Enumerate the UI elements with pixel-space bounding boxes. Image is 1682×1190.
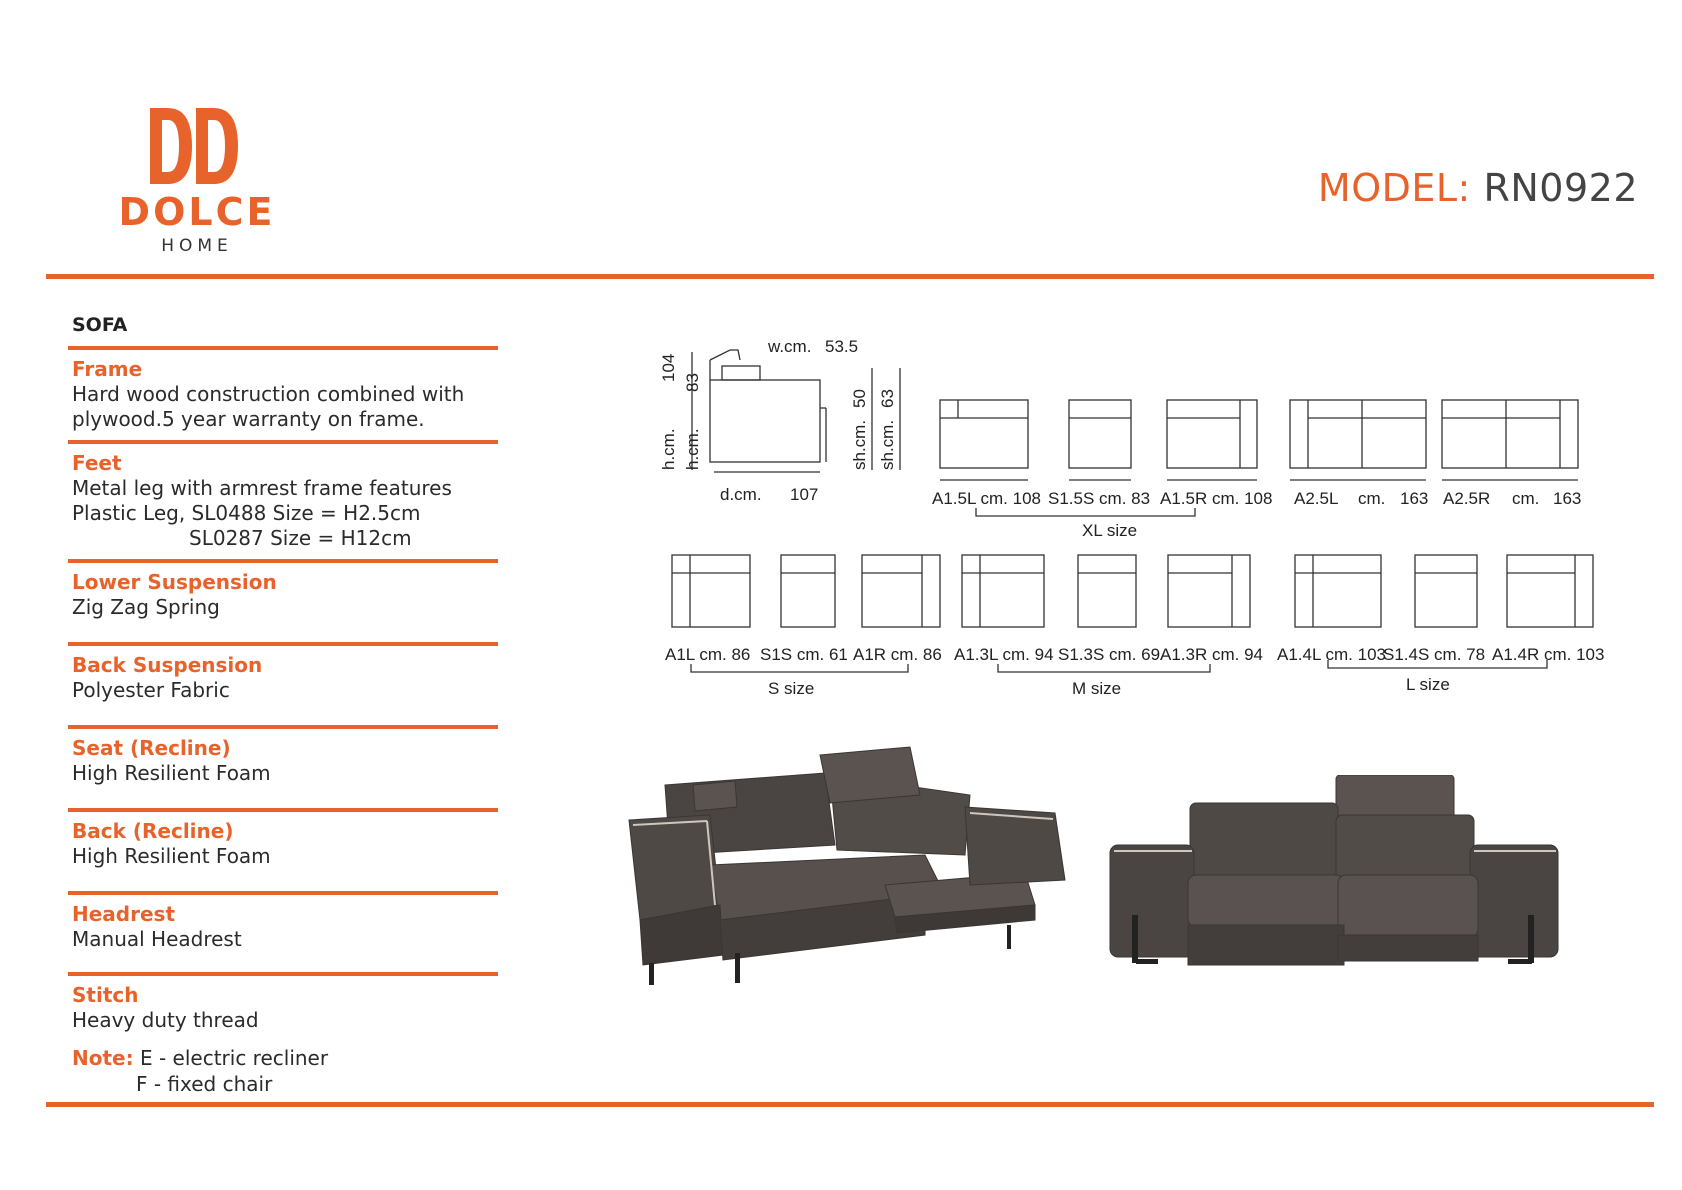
spec-text: Polyester Fabric xyxy=(72,678,230,702)
group-label: M size xyxy=(1072,679,1122,698)
sofa-photo-front xyxy=(1108,775,1560,985)
note-text: F - fixed chair xyxy=(136,1072,273,1096)
brand-subtitle: HOME xyxy=(161,236,233,256)
depth-label: d.cm. xyxy=(720,485,762,504)
spec-text: Hard wood construction combined with xyxy=(72,382,465,406)
height-label: h.cm. xyxy=(659,428,678,470)
spec-label: Feet xyxy=(72,451,122,475)
spec-back-suspension xyxy=(72,646,502,725)
category-title: SOFA xyxy=(72,314,128,336)
module-label: S1.3S cm. 69 xyxy=(1058,645,1161,664)
module-value: 163 xyxy=(1400,489,1429,508)
module-label: A1.5L cm. 108 xyxy=(932,489,1041,508)
spec-label: Back (Recline) xyxy=(72,819,234,843)
spec-column xyxy=(72,300,502,1097)
spec-text: SL0287 Size = H12cm xyxy=(189,526,412,550)
spec-label: Back Suspension xyxy=(72,653,263,677)
seat-height2-value: 63 xyxy=(878,389,897,408)
spec-frame xyxy=(72,350,502,440)
module-label: A2.5L xyxy=(1294,489,1339,508)
dimension-diagram xyxy=(640,330,1640,710)
logo-mark xyxy=(150,108,242,188)
spec-text: plywood.5 year warranty on frame. xyxy=(72,407,425,431)
spec-text: High Resilient Foam xyxy=(72,761,271,785)
spec-headrest xyxy=(72,895,502,972)
note-label: Note: xyxy=(72,1046,134,1070)
spec-label: Headrest xyxy=(72,902,176,926)
module-label: A1.4L cm. 103 xyxy=(1277,645,1386,664)
module-label: A1.4R cm. 103 xyxy=(1492,645,1605,664)
width-value: 53.5 xyxy=(825,337,859,356)
module-label: A1.3L cm. 94 xyxy=(954,645,1054,664)
height2-value: 83 xyxy=(683,373,702,392)
module-label: S1S cm. 61 xyxy=(760,645,848,664)
spec-text: Zig Zag Spring xyxy=(72,595,220,619)
model-heading xyxy=(1318,166,1638,210)
spec-text: Heavy duty thread xyxy=(72,1008,259,1032)
depth-value: 107 xyxy=(790,485,819,504)
header-rule xyxy=(46,274,1654,279)
module-label: A1L cm. 86 xyxy=(665,645,751,664)
sofa-photo-reclined xyxy=(625,745,1080,990)
spec-text: High Resilient Foam xyxy=(72,844,271,868)
module-value: 163 xyxy=(1553,489,1582,508)
spec-label: Frame xyxy=(72,357,143,381)
spec-text: Metal leg with armrest frame features xyxy=(72,476,452,500)
group-label: S size xyxy=(768,679,815,698)
note-row xyxy=(72,1045,502,1071)
module-cm: cm. xyxy=(1358,489,1386,508)
note-row xyxy=(72,1071,502,1097)
seat-height2-label: sh.cm. xyxy=(878,419,897,470)
module-label: A2.5R xyxy=(1443,489,1491,508)
spec-label: Lower Suspension xyxy=(72,570,277,594)
note-text: E - electric recliner xyxy=(139,1046,329,1070)
module-cm: cm. xyxy=(1512,489,1540,508)
spec-text: Plastic Leg, SL0488 Size = H2.5cm xyxy=(72,501,421,525)
spec-text: Manual Headrest xyxy=(72,927,242,951)
spec-back xyxy=(72,812,502,891)
spec-seat xyxy=(72,729,502,808)
seat-height-label: sh.cm. xyxy=(850,419,869,470)
model-label: MODEL: xyxy=(1317,166,1471,210)
model-number: RN0922 xyxy=(1483,166,1638,210)
width-label: w.cm. xyxy=(768,337,812,356)
brand-name: DOLCE xyxy=(118,190,276,234)
module-label: A1R cm. 86 xyxy=(853,645,942,664)
module-label: A1.3R cm. 94 xyxy=(1160,645,1263,664)
height2-label: h.cm. xyxy=(683,428,702,470)
height-value: 104 xyxy=(659,353,678,382)
spec-stitch xyxy=(72,976,502,1041)
spec-label: Stitch xyxy=(72,983,139,1007)
module-label: S1.4S cm. 78 xyxy=(1383,645,1486,664)
module-label: S1.5S cm. 83 xyxy=(1048,489,1151,508)
spec-feet xyxy=(72,444,502,559)
seat-height-value: 50 xyxy=(850,389,869,408)
group-label: L size xyxy=(1406,675,1450,694)
spec-label: Seat (Recline) xyxy=(72,736,231,760)
module-label: A1.5R cm. 108 xyxy=(1160,489,1273,508)
group-label: XL size xyxy=(1082,521,1138,540)
spec-lower-suspension xyxy=(72,563,502,642)
footer-rule xyxy=(46,1102,1654,1107)
